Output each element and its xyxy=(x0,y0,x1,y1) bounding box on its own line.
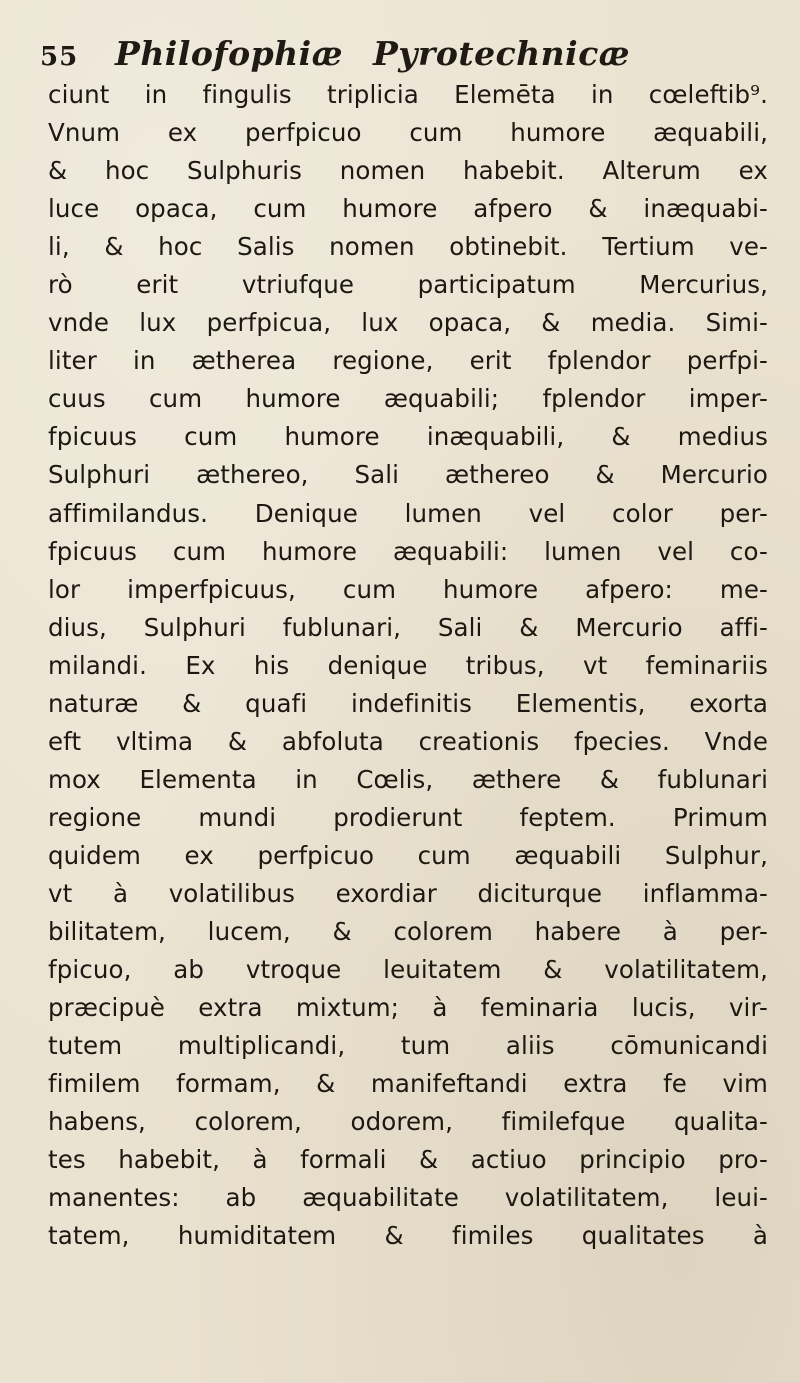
text-line: eft vltima & abfoluta creationis fpecies. Vnde xyxy=(48,726,768,756)
text-line: vnde lux perfpicua, lux opaca, & media. Simi- xyxy=(48,308,768,338)
text-line: luce opaca, cum humore afpero & inæquabi- xyxy=(48,194,768,224)
text-line: bilitatem, lucem, & colorem habere à per- xyxy=(48,917,768,947)
text-line: rò erit vtriufque participatum Mercurius, xyxy=(48,270,768,300)
text-line: mox Elementa in Cœlis, æthere & fublunari xyxy=(48,764,768,794)
text-line: milandi. Ex his denique tribus, vt feminariis xyxy=(48,650,768,680)
text-line: fimilem formam, & manifeftandi extra fe vim xyxy=(48,1069,768,1099)
text-line: fpicuus cum humore æquabili: lumen vel co- xyxy=(48,536,768,566)
text-line: cuus cum humore æquabili; fplendor imper- xyxy=(48,384,768,414)
page-number: 55 xyxy=(40,42,79,72)
text-line: tutem multiplicandi, tum aliis cōmunicandi xyxy=(48,1031,768,1061)
text-line: fpicuo, ab vtroque leuitatem & volatilitatem, xyxy=(48,955,768,985)
text-line: habens, colorem, odorem, fimilefque qualita- xyxy=(48,1107,768,1137)
text-line: Sulphuri æthereo, Sali æthereo & Mercurio xyxy=(48,460,768,490)
text-line: tes habebit, à formali & actiuo principio pro- xyxy=(48,1145,768,1175)
text-line: ciunt in fingulis triplicia Elemēta in cœleftib⁹. xyxy=(48,80,768,109)
text-line: liter in ætherea regione, erit fplendor perfpi- xyxy=(48,346,768,376)
text-line: tatem, humiditatem & fimiles qualitates à xyxy=(48,1221,768,1251)
text-line: dius, Sulphuri fublunari, Sali & Mercurio affi- xyxy=(48,612,768,642)
running-title-word-2: Pyrotechnicæ xyxy=(372,34,631,73)
text-line: lor imperfpicuus, cum humore afpero: me- xyxy=(48,574,768,604)
text-line: fpicuus cum humore inæquabili, & medius xyxy=(48,422,768,452)
text-line: regione mundi prodierunt feptem. Primum xyxy=(48,802,768,832)
text-line: affimilandus. Denique lumen vel color per- xyxy=(48,498,768,528)
text-line: quidem ex perfpicuo cum æquabili Sulphur, xyxy=(48,840,768,870)
text-line: Vnum ex perfpicuo cum humore æquabili, xyxy=(48,118,768,148)
text-line: & hoc Sulphuris nomen habebit. Alterum ex xyxy=(48,156,768,186)
body-text xyxy=(48,76,768,1255)
text-line: naturæ & quafi indefinitis Elementis, exorta xyxy=(48,688,768,718)
text-line: manentes: ab æquabilitate volatilitatem, leui- xyxy=(48,1183,768,1213)
text-line: li, & hoc Salis nomen obtinebit. Tertium ve- xyxy=(48,232,768,262)
running-title xyxy=(115,34,630,73)
text-line: præcipuè extra mixtum; à feminaria lucis, vir- xyxy=(48,993,768,1023)
running-title-word-1: Philofophiæ xyxy=(115,34,343,73)
text-line: vt à volatilibus exordiar diciturque inflamma- xyxy=(48,878,768,908)
